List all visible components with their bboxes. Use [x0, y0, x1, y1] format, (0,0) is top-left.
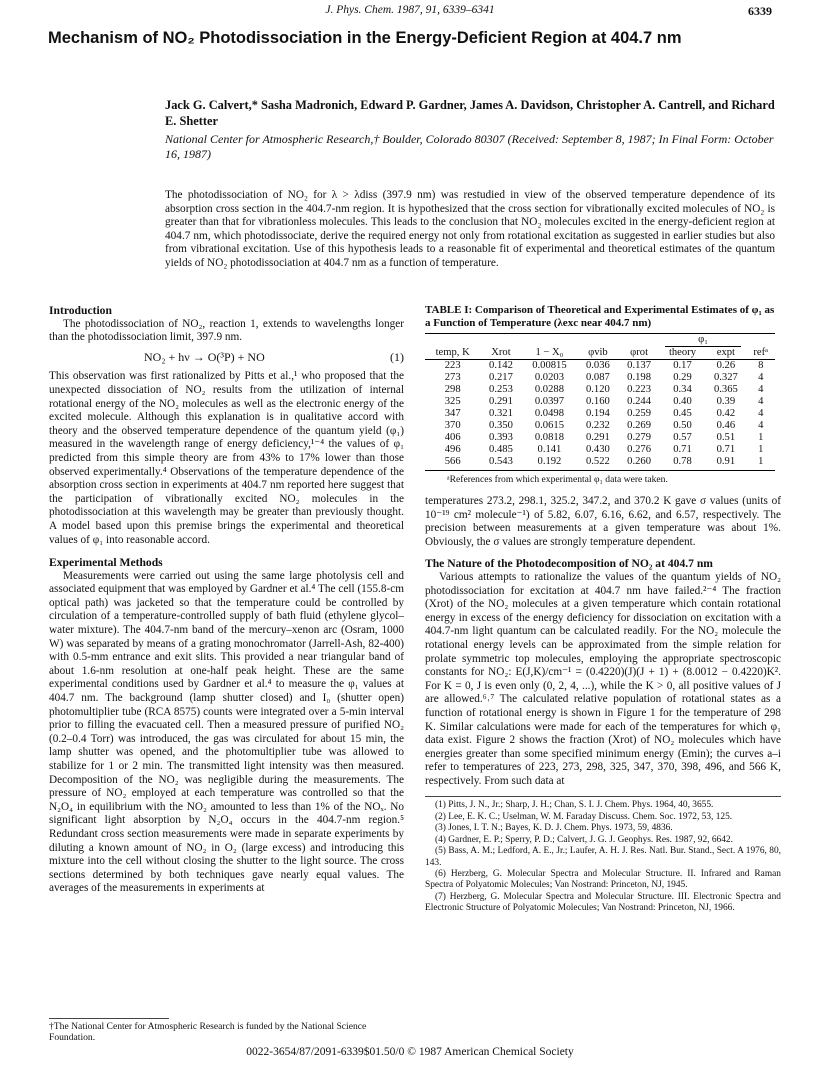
table-cell: 0.29 — [673, 372, 692, 383]
right-column — [425, 304, 781, 915]
table-cell: 0.46 — [716, 420, 736, 431]
table-cell: 273 — [444, 372, 461, 383]
table-cell: 0.45 — [673, 408, 692, 419]
column-header: refᵃ — [746, 347, 775, 360]
table-cell: 0.522 — [577, 456, 618, 471]
references-rule — [425, 796, 781, 797]
table-cell: 4 — [758, 384, 764, 395]
table-row — [425, 372, 775, 384]
table-cell: 4 — [758, 396, 764, 407]
table-cell: 4 — [758, 420, 764, 431]
running-head: J. Phys. Chem. 1987, 91, 6339–6341 — [325, 4, 495, 16]
footnote: †The National Center for Atmospheric Research is funded by the National Science Foundation. — [49, 1021, 367, 1043]
table-cell: 0.430 — [585, 444, 610, 455]
table-cell: 0.087 — [585, 372, 610, 383]
table-cell: 0.42 — [716, 408, 736, 419]
reference-item: (7) Herzberg, G. Molecular Spectra and Molecular Structure. III. Electronic Spectra and Electronic Structure of Polyatomic Molecules; Van Nostrand: Princeton, NJ, 1966. — [425, 891, 781, 914]
table-cell: 0.291 — [489, 396, 513, 407]
table-cell: 0.217 — [489, 372, 513, 383]
reference-item: (2) Lee, E. K. C.; Uselman, W. M. Faraday Discuss. Chem. Soc. 1972, 53, 125. — [435, 811, 733, 822]
column-header: Xrot — [480, 347, 521, 360]
table-cell: 0.39 — [716, 396, 736, 407]
table-cell: 0.71 — [673, 444, 692, 455]
table-cell: 0.40 — [673, 396, 692, 407]
table-cell: 1 — [758, 444, 764, 455]
right-text — [425, 495, 781, 788]
methods-heading: Experimental Methods — [49, 556, 163, 570]
table-cell: 0.78 — [660, 456, 706, 471]
table-row — [425, 408, 775, 420]
table-footnote: ᵃReferences from which experimental φ₁ data were taken. — [447, 474, 668, 485]
table-cell: 0.260 — [619, 456, 660, 471]
column-header: 1 − X₀ — [522, 347, 578, 360]
equation-text: NO₂ + hν → O(³P) + NO — [144, 349, 265, 364]
table-cell: 0.0397 — [534, 396, 564, 407]
table-cell: 1 — [746, 456, 775, 471]
table-cell: 0.198 — [627, 372, 651, 383]
table-row — [425, 396, 775, 408]
table-cell: 0.57 — [673, 432, 692, 443]
table-cell: 0.160 — [585, 396, 610, 407]
table-cell: 0.50 — [673, 420, 692, 431]
table-cell: 8 — [758, 360, 764, 371]
reference-item: (3) Jones, I. T. N.; Bayes, K. D. J. Chem. Phys. 1973, 59, 4836. — [435, 823, 673, 834]
table-cell: 0.0498 — [534, 408, 564, 419]
table-cell: 0.0615 — [534, 420, 564, 431]
table-cell: 0.321 — [489, 408, 513, 419]
right-paragraph-1: temperatures 273.2, 298.1, 325.2, 347.2, and 370.2 K gave σ values (units of 10⁻¹⁹ cm² molecule⁻¹) of 5.82, 6.07, 6.16, 6.62, and 6.57, respectively. The precision between measurements at a given temperature was about 1%. Obviously, the σ values are strongly temperature dependent. — [425, 495, 781, 548]
article-title: Mechanism of NO₂ Photodissociation in the Energy-Deficient Region at 404.7 nm — [48, 29, 682, 47]
nature-paragraph-1: Various attempts to rationalize the values of the quantum yields of NO₂ photodissociation for excitation at 404.7 nm have failed.²⁻⁴ The fraction (Xrot) of the NO₂ molecules at a given temperature which contain rotational energy in excess of the energy deficiency for dissociation on excitation with a 404.7-nm light quantum can be calculated readily. For the NO₂ molecule the rotational energy levels can be approximated from the simple relation for prolate symmetric top molecules, employing the appropriate spectroscopic constants for NO₂: E(J,K)/cm⁻¹ = (0.4220)(J)(J + 1) + (8.0012 − 0.4220)K². For K = 0, J is even only (0, 2, 4, ...), while the K > 0, all positive values of J are allowed.⁶˒⁷ The calculated relative population of rotational states as a function of rotational energy is shown in Figure 1 for the temperature of 298 K. Similar calculations were made for each of the temperatures for which φ₁ data exist. Figure 2 shows the fraction (Xrot) of NO₂ molecules which have energies greater than some specified minimum energy (Emin); the curves a–i refer to temperatures of 223, 273, 298, 325, 347, 370, 398, 496, and 566 K, respectively. From such data at — [425, 570, 781, 787]
table-cell: 347 — [444, 408, 461, 419]
table-cell: 325 — [444, 396, 461, 407]
table-cell: 0.51 — [716, 432, 736, 443]
reference-item: (6) Herzberg, G. Molecular Spectra and Molecular Structure. II. Infrared and Raman Spectra of Polyatomic Molecules; Van Nostrand: Princeton, NJ, 1945. — [425, 868, 781, 891]
methods-paragraph-1: Measurements were carried out using the same large photolysis cell and associated equipment that was employed by Gardner et al.⁴ The cell (155.8-cm optical path) was jacketed so that the temperature could be controlled by circulation of a temperature-controlled supply of bath fluid (ethylene glycol–water mixture). The 404.7-nm band of the mercury–xenon arc (Osram, 1000 W) was separated by means of a grating monochromator (Jarrell-Ash, 82-400) with 0.5-mm entrance and exit slits. This provided a near triangular band of about 1.6-nm resolution at one-half peak height. These are the same experimental conditions used by Gardner et al.⁴ to measure the φ₁ values at 404.7 nm. The background (lamp shutter closed) and I₀ (shutter open) photomultiplier tube (RCA 8575) counts were integrated over a 5-min interval prior to filling the evacuated cell. Then a measured pressure of purified NO₂ (0.2–0.4 Torr) was introduced, the gas was circulated for about 15 min, the lamp shutter was opened, and the photomultiplier tube was allowed to stabilize for 1 or 2 min. The transmitted light intensity was then measured. Decomposition of the NO₂ was negligible during the measurements. The pressure of NO₂ employed at each temperature was controlled so that the N₂O₄ in equilibrium with the NO₂ amounted to less than 1% of the NOₓ. No significant light absorption by N₂O₄ occurs in the 404.7-nm region.⁵ Redundant cross section measurements were made in separate experiments by diluting a known amount of NO₂ in O₂ (large excess) and introducing this mixture into the cell without closing the shutter to the light source. The cross sections determined by both techniques gave nearly equal values. The averages of the measurements in experiments at — [49, 569, 404, 895]
table-cell: 0.291 — [585, 432, 610, 443]
table-cell: 496 — [444, 444, 461, 455]
table-cell: 0.0818 — [534, 432, 564, 443]
table-cell: 0.120 — [585, 384, 610, 395]
table-cell: 1 — [758, 432, 764, 443]
column-header: φrot — [619, 347, 660, 360]
table-cell: 0.26 — [716, 360, 736, 371]
table-cell: 0.142 — [489, 360, 513, 371]
table-cell: 0.269 — [627, 420, 651, 431]
table-row — [425, 444, 775, 456]
table-cell: 223 — [444, 360, 461, 371]
table-cell: 0.34 — [673, 384, 692, 395]
table-cell: 0.543 — [480, 456, 521, 471]
phi1-group-header: φ₁ — [660, 334, 747, 348]
table-cell: 0.194 — [585, 408, 610, 419]
table-cell: 0.327 — [713, 372, 738, 383]
footnote-rule — [49, 1018, 169, 1019]
column-header: theory — [660, 347, 706, 360]
table-row — [425, 384, 775, 396]
table-row — [425, 432, 775, 444]
table-row — [425, 360, 775, 373]
table-cell: 0.0288 — [534, 384, 564, 395]
column-header: temp, K — [425, 347, 480, 360]
table-cell: 0.91 — [705, 456, 746, 471]
table-cell: 0.192 — [522, 456, 578, 471]
author-list: Jack G. Calvert,* Sasha Madronich, Edward P. Gardner, James A. Davidson, Christopher A. Cantrell, and Richard E. Shetter — [165, 98, 775, 128]
column-header: φvib — [577, 347, 618, 360]
table-cell: 0.244 — [627, 396, 651, 407]
table-cell: 0.71 — [716, 444, 736, 455]
nature-heading: The Nature of the Photodecomposition of NO₂ at 404.7 nm — [425, 557, 713, 571]
table-cell: 0.223 — [627, 384, 651, 395]
table-cell: 4 — [758, 372, 764, 383]
table-row — [425, 456, 775, 471]
abstract: The photodissociation of NO₂ for λ > λdiss (397.9 nm) was restudied in view of the observed temperature dependence of its absorption cross section in the 404.7-nm region. It is hypothesized that the cross section for vibrationally excited molecules of NO₂ is greater than that for vibrationless molecules. This leads to the conclusion that NO₂ molecules excited in the energy-deficient region at 404.7 nm, which photodissociate, derive the required energy not only from rotational excitation as suggested in earlier studies but also from vibrational excitation. Use of this hypothesis leads to a reasonable fit of experimental and theoretical estimates of the quantum yields of NO₂ photodissociation at 404.7 nm as a function of temperature. — [165, 189, 775, 269]
table-cell: 0.232 — [585, 420, 610, 431]
table-cell: 0.141 — [537, 444, 562, 455]
table-cell: 0.17 — [673, 360, 692, 371]
equation-number: (1) — [390, 349, 404, 364]
table-cell: 0.036 — [585, 360, 610, 371]
left-column — [49, 304, 404, 896]
table-row — [425, 420, 775, 432]
table-caption: TABLE I: Comparison of Theoretical and Experimental Estimates of φ₁ as a Function of Temperature (λexc near 404.7 nm) — [425, 304, 775, 329]
references — [425, 800, 781, 914]
table-cell: 0.279 — [627, 432, 651, 443]
table-cell: 0.393 — [489, 432, 513, 443]
affiliation: National Center for Atmospheric Research,† Boulder, Colorado 80307 (Received: September 8, 1987; In Final Form: October 16, 1987) — [165, 132, 774, 161]
table-cell: 566 — [425, 456, 480, 471]
intro-paragraph-2: This observation was first rationalized by Pitts et al.,¹ who proposed that the unexpected dissociation of NO₂ results from the utilization of internal rotational energy of the NO₂ molecules as well as the electronic energy of the excited molecule. Although this explanation is in qualitative accord with theory and the observed temperature dependence of the quantum yield (φ₁) measured in the wavelength range of energy deficiency,¹⁻⁴ the values of φ₁ predicted from this simple theory are from 43% to 17% lower than those observed experimentally.⁴ Observations of the temperature dependence of the absorption cross section in experiments at 404.7 nm reported here suggest that the participation of vibrationally excited NO₂ molecules in the photodissociation at this wavelength may be greater than previously thought. A model based upon this premise brings the experimental and theoretical values of φ₁ into reasonable accord. — [49, 370, 404, 546]
table-cell: 406 — [444, 432, 461, 443]
reference-item: (1) Pitts, J. N., Jr.; Sharp, J. H.; Chan, S. I. J. Chem. Phys. 1964, 40, 3655. — [435, 800, 714, 811]
equation-1 — [49, 351, 404, 365]
table-cell: 0.253 — [489, 384, 513, 395]
intro-heading: Introduction — [49, 304, 112, 317]
table-cell: 298 — [444, 384, 461, 395]
table-cell: 370 — [444, 420, 461, 431]
table-cell: 0.0203 — [534, 372, 564, 383]
table-cell: 0.350 — [489, 420, 513, 431]
table-cell: 0.485 — [489, 444, 513, 455]
column-header: expt — [705, 347, 746, 360]
table-cell: 4 — [758, 408, 764, 419]
table-cell: 0.365 — [713, 384, 738, 395]
data-table — [425, 333, 775, 471]
table-cell: 0.00815 — [532, 360, 567, 371]
page-number: 6339 — [748, 4, 772, 18]
table-cell: 0.137 — [627, 360, 651, 371]
reference-item: (5) Bass, A. M.; Ledford, A. E., Jr.; Laufer, A. H. J. Res. Natl. Bur. Stand., Sect. A 1976, 80, 143. — [425, 846, 781, 868]
intro-paragraph-1: The photodissociation of NO₂, reaction 1, extends to wavelengths longer than the photodissociation limit, 397.9 nm. — [49, 317, 404, 344]
page-footer: 0022-3654/87/2091-6339$01.50/0 © 1987 American Chemical Society — [246, 1046, 574, 1058]
table-cell: 0.276 — [627, 444, 651, 455]
table-cell: 0.259 — [627, 408, 651, 419]
reference-item: (4) Gardner, E. P.; Sperry, P. D.; Calvert, J. G. J. Geophys. Res. 1987, 92, 6642. — [435, 834, 733, 845]
